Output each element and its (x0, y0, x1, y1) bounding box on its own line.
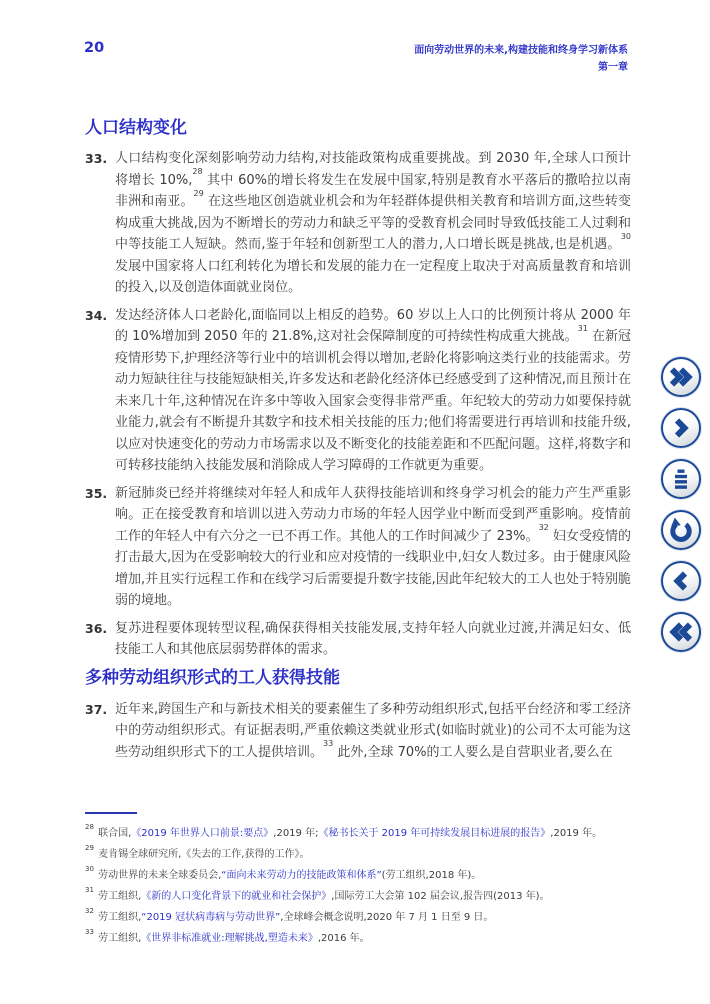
paragraph-number: 36. (85, 620, 108, 636)
footnote-ref-28: 28 (192, 167, 203, 177)
footnote-marker: 31 (85, 885, 94, 894)
footnote-ref-31: 31 (577, 323, 588, 333)
footnote-32: $^{32}$ 劳工组织,“2019 冠状病毒病与劳动世界”,全球峰会概念说明,2020 年 7 月 1 日至 9 日。 (85, 906, 494, 923)
footnote-link[interactable]: 《秘书长关于 2019 年可持续发展目标进展的报告》 (318, 828, 551, 839)
footnote-marker: 29 (85, 843, 94, 852)
nav-reload-button[interactable] (661, 510, 701, 550)
paragraph-text: 人口结构变化深刻影响劳动力结构,对技能政策构成重要挑战。到 2030 年,全球人口预计将增长 10%,$^{28}$ 其中 60%的增长将发生在发展中国家,特别是教育水平落后的撒哈拉以南非洲和南亚。$^{29}$ 在这些地区创造就业机会和为年轻群体提供相关教育和培训方面,这些转变构成重大挑战,因为不断增长的劳动力和缺乏平等的受教育机会同时导致低技能工人过剩和中等技能工人短缺。然而,鉴于年轻和创新型工人的潜力,人口增长既是挑战,也是机遇。$^{30}$ 发展中国家将人口红利转化为增长和发展的能力在一定程度上取决于对高质量教育和培训的投入,以及创造体面就业岗位。 (115, 151, 631, 295)
paragraph-number: 35. (85, 485, 108, 501)
chevron-right-icon (664, 411, 698, 445)
footnote-marker: 33 (85, 927, 94, 936)
footnote-link[interactable]: 《世界非标准就业:理解挑战,塑造未来》 (141, 933, 318, 944)
list-icon (664, 462, 698, 496)
paragraph-33 (85, 148, 631, 299)
paragraph-text: 复苏进程要体现转型议程,确保获得相关技能发展,支持年轻人向就业过渡,并满足妇女、低技能工人和其他底层弱势群体的需求。 (115, 620, 631, 657)
footnote-link[interactable]: “面向未来劳动力的技能政策和体系” (221, 870, 382, 881)
footnote-marker: 32 (85, 906, 94, 915)
footnote-31: $^{31}$ 劳工组织,《新的人口变化背景下的就业和社会保护》,国际劳工大会第 102 届会议,报告四(2013 年)。 (85, 885, 550, 902)
paragraph-number: 37. (85, 701, 108, 717)
paragraph-text: 新冠肺炎已经并将继续对年轻人和成年人获得技能培训和终身学习机会的能力产生严重影响。正在接受教育和培训以进入劳动力市场的年轻人因学业中断而受到严重影响。疫情前工作的年轻人中有六分之一已不再工作。其他人的工作时间减少了 23%。$^{32}$ 妇女受疫情的打击最大,因为在受影响较大的行业和应对疫情的一线职业中,妇女人数过多。由于健康风险增加,并且实行远程工作和在线学习后需要提升数字技能,因此年纪较大的工人也处于特别脆弱的境地。 (115, 485, 631, 608)
header-chapter: 第一章 (598, 62, 628, 73)
paragraph-36 (85, 618, 631, 661)
nav-contents-menu-button[interactable] (661, 459, 701, 499)
nav-previous-page-button[interactable] (661, 561, 701, 601)
nav-rewind-button[interactable] (661, 612, 701, 652)
footnote-link[interactable]: “2019 冠状病毒病与劳动世界” (141, 912, 281, 923)
nav-next-page-button[interactable] (661, 408, 701, 448)
footnote-marker: 30 (85, 864, 94, 873)
footnote-ref-32: 32 (538, 523, 549, 533)
paragraph-37 (85, 699, 631, 764)
paragraph-number: 34. (85, 307, 108, 323)
chevron-left-icon (664, 564, 698, 598)
nav-toolbar (661, 357, 701, 652)
paragraph-text: 发达经济体人口老龄化,面临同以上相反的趋势。60 岁以上人口的比例预计将从 2000 年的 10%增加到 2050 年的 21.8%,这对社会保障制度的可持续性构成重大挑战。$^{31}$ 在新冠疫情形势下,护理经济等行业中的培训机会得以增加,老龄化将影响这类行业的技能需求。劳动力短缺往往与技能短缺相关,许多发达和老龄化经济体已经感受到了这种情况,而且预计在未来几十年,这种情况在许多中等收入国家会变得非常严重。年纪较大的劳动力如要保持就业能力,就会有不断提升其数字和技术相关技能的压力;他们将需要进行再培训和技能升级,以应对快速变化的劳动力市场需求以及不断变化的技能差距和不匹配问题。这样,将数字和可转移技能纳入技能发展和消除成人学习障碍的工作就更为重要。 (115, 307, 631, 473)
paragraph-number: 33. (85, 151, 108, 166)
nav-fast-forward-button[interactable] (661, 357, 701, 397)
header-title: 面向劳动世界的未来,构建技能和终身学习新体系 (414, 45, 628, 56)
footnote-link[interactable]: 《新的人口变化背景下的就业和社会保护》 (141, 891, 332, 902)
footnotes-block (85, 812, 631, 949)
paragraph-34 (85, 305, 631, 477)
paragraph-text: 近年来,跨国生产和与新技术相关的要素催生了多种劳动组织形式,包括平台经济和零工经济中的劳动组织形式。有证据表明,严重依赖这类就业形式(如临时就业)的公司不太可能为这些劳动组织形式下的工人提供培训。$^{33}$ 此外,全球 70%的工人要么是自营职业者,要么在 (115, 701, 631, 760)
footnote-marker: 28 (85, 822, 94, 831)
footnote-29: $^{29}$ 麦肯锡全球研究所,《失去的工作,获得的工作》。 (85, 843, 310, 860)
page-content (85, 117, 631, 769)
section-heading-diverse-work-arrangements: 多种劳动组织形式的工人获得技能 (85, 667, 340, 688)
footnote-28: $^{28}$ 联合国,《2019 年世界人口前景:要点》,2019 年;《秘书长关于 2019 年可持续发展目标进展的报告》,2019 年。 (85, 822, 603, 839)
rotate-ccw-icon (664, 513, 698, 547)
footnote-33: $^{33}$ 劳工组织,《世界非标准就业:理解挑战,塑造未来》,2016 年。 (85, 927, 370, 944)
page-number: 20 (84, 40, 105, 56)
paragraph-35 (85, 483, 631, 612)
footnote-ref-29: 29 (193, 188, 204, 198)
double-chevron-right-icon (664, 360, 698, 394)
footnote-link[interactable]: 《2019 年世界人口前景:要点》 (131, 828, 274, 839)
section-heading-demographic-change: 人口结构变化 (85, 118, 187, 138)
running-header (414, 44, 628, 74)
footnote-30: $^{30}$ 劳动世界的未来全球委员会,“面向未来劳动力的技能政策和体系”(劳工组织,2018 年)。 (85, 864, 482, 881)
footnote-ref-30: 30 (620, 231, 631, 241)
footnote-separator (85, 812, 137, 814)
double-chevron-left-icon (664, 615, 698, 649)
footnote-ref-33: 33 (323, 739, 334, 749)
